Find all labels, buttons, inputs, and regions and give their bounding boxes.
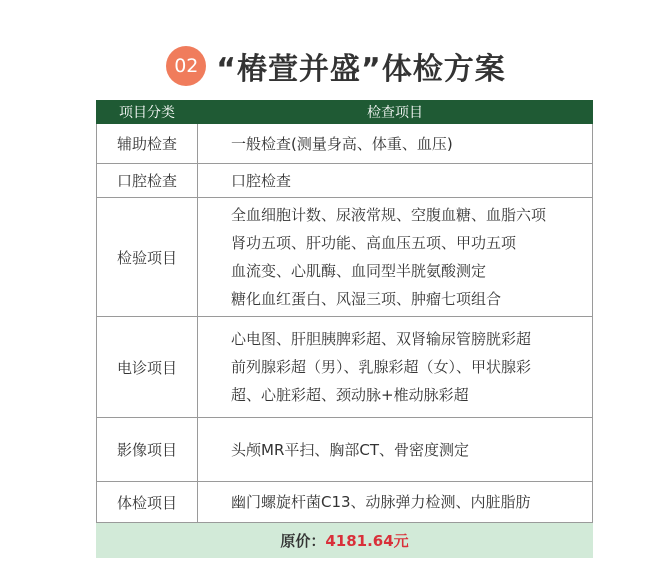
category-cell: 检验项目 xyxy=(97,198,198,317)
category-cell: 辅助检查 xyxy=(97,124,198,164)
table-row xyxy=(97,418,593,482)
table-row xyxy=(97,124,593,164)
title-bar xyxy=(0,44,672,88)
items-cell xyxy=(198,317,593,418)
item-line: 幽门螺旋杆菌C13、动脉弹力检测、内脏脂肪 xyxy=(231,493,531,511)
category-cell: 体检项目 xyxy=(97,482,198,523)
price-value: 4181.64元 xyxy=(325,531,409,550)
item-line: 超、心脏彩超、颈动脉+椎动脉彩超 xyxy=(231,386,469,404)
price-cell xyxy=(97,523,593,558)
item-line: 一般检查(测量身高、体重、血压) xyxy=(231,134,453,153)
item-line: 肾功五项、肝功能、高血压五项、甲功五项 xyxy=(231,234,517,252)
category-cell: 电诊项目 xyxy=(97,317,198,418)
items-cell xyxy=(198,124,593,164)
item-line: 头颅MR平扫、胸部CT、骨密度测定 xyxy=(231,440,470,459)
item-line: 血流变、心肌酶、血同型半胱氨酸测定 xyxy=(231,262,487,280)
column-header-items: 检查项目 xyxy=(198,101,593,124)
table-row xyxy=(97,317,593,418)
table-header-row xyxy=(97,101,593,124)
price-label: 原价： xyxy=(280,531,326,550)
items-cell xyxy=(198,198,593,317)
page-title: “椿萱并盛”体检方案 xyxy=(216,52,506,87)
table-row xyxy=(97,164,593,198)
item-line: 全血细胞计数、尿液常规、空腹血糖、血脂六项 xyxy=(231,206,547,224)
item-line: 心电图、肝胆胰脾彩超、双肾输尿管膀胱彩超 xyxy=(231,330,532,348)
category-cell: 影像项目 xyxy=(97,418,198,482)
table-row xyxy=(97,482,593,523)
category-cell: 口腔检查 xyxy=(97,164,198,198)
items-cell xyxy=(198,164,593,198)
item-line: 口腔检查 xyxy=(231,171,292,190)
column-header-category: 项目分类 xyxy=(97,101,198,124)
price-row xyxy=(97,523,593,558)
item-line: 糖化血红蛋白、风湿三项、肿瘤七项组合 xyxy=(231,290,502,308)
exam-plan-table xyxy=(96,100,593,558)
item-line: 前列腺彩超（男）、乳腺彩超（女）、甲状腺彩 xyxy=(231,358,532,376)
items-cell xyxy=(198,418,593,482)
table-row xyxy=(97,198,593,317)
items-cell xyxy=(198,482,593,523)
section-number-badge: 02 xyxy=(166,46,206,86)
